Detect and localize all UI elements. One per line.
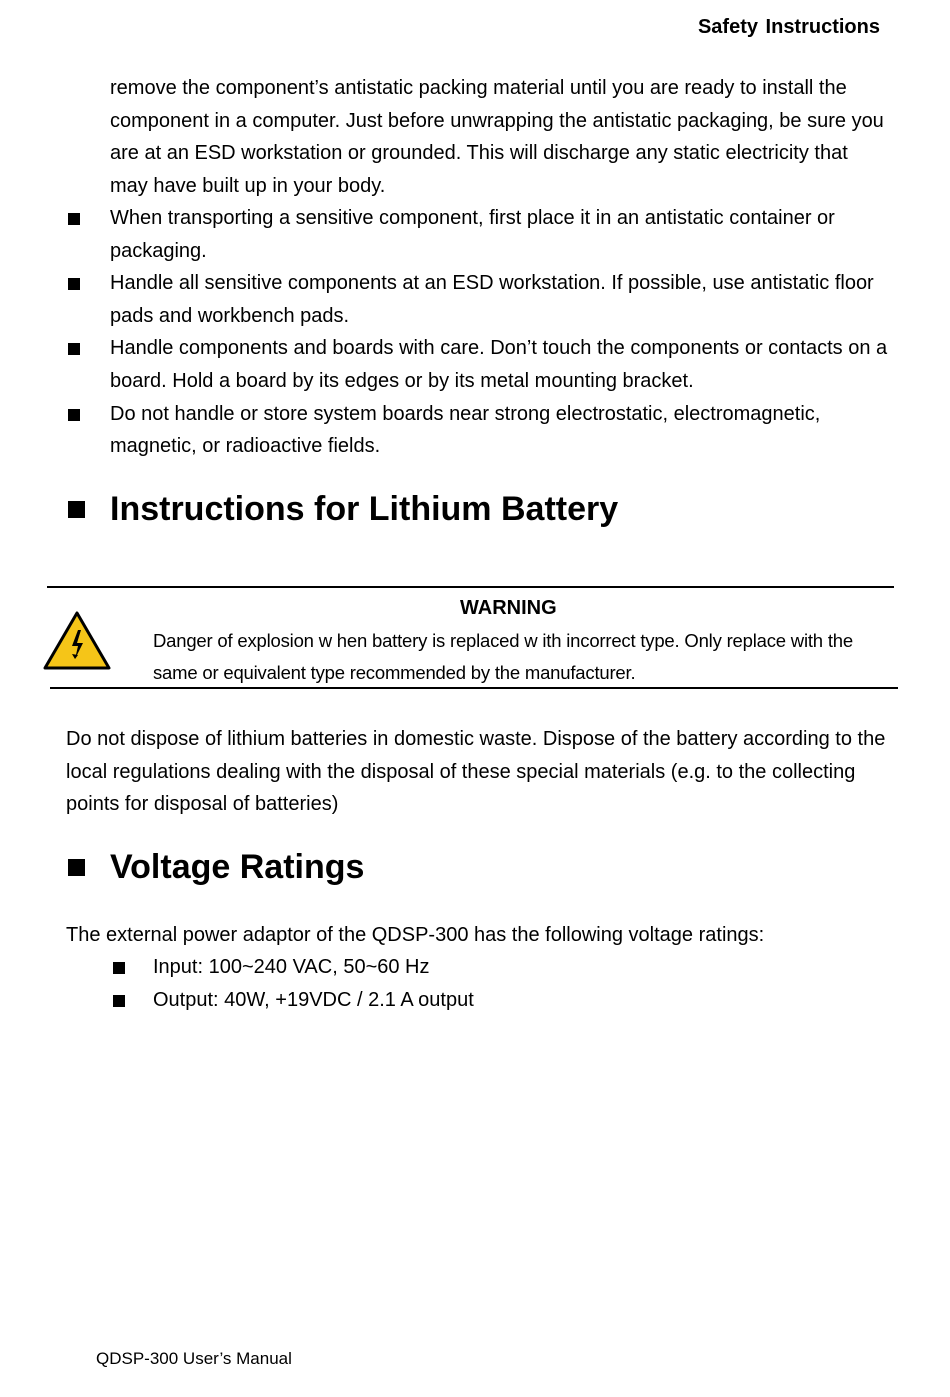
lithium-heading-text: Instructions for Lithium Battery (110, 490, 619, 528)
square-bullet-icon (68, 213, 80, 225)
list-item-text: Handle components and boards with care. Don’t touch the components or contacts on a board. Hold a board by its edges or by its metal mounting bracket. (110, 337, 888, 392)
voltage-rating-list (0, 951, 950, 1016)
list-item (0, 984, 950, 1017)
continuation-paragraph: remove the component’s antistatic packing material until you are ready to install the component in a computer. Just before unwrapping the antistatic packaging, be sure you are at an ESD workstation or grounded. This will discharge any static electricity that may have built up in your body. (110, 77, 884, 197)
square-bullet-icon (68, 501, 85, 518)
square-bullet-icon (68, 278, 80, 290)
list-item (0, 202, 890, 267)
list-item-text: Do not handle or store system boards near strong electrostatic, electromagnetic, magnetic, or radioactive fields. (110, 402, 821, 458)
square-bullet-icon (113, 995, 125, 1007)
battery-disposal-paragraph: Do not dispose of lithium batteries in domestic waste. Dispose of the battery according to the local regulations dealing with the disposal of these special materials (e.g. to the collecting points for disposal of batteries) (66, 728, 886, 816)
voltage-heading-text: Voltage Ratings (110, 848, 365, 886)
list-item (0, 267, 890, 332)
page-header-title: Safety Instructions (697, 16, 880, 38)
high-voltage-warning-icon (42, 610, 112, 672)
list-item-text: When transporting a sensitive component, first place it in an antistatic container or packaging. (110, 207, 835, 262)
warning-top-rule (47, 586, 894, 588)
rating-output-text: Output: 40W, +19VDC / 2.1 A output (153, 988, 474, 1011)
list-item (0, 332, 890, 397)
square-bullet-icon (68, 859, 85, 876)
square-bullet-icon (68, 343, 80, 355)
list-item (0, 398, 890, 463)
rating-input-text: Input: 100~240 VAC, 50~60 Hz (153, 956, 430, 978)
warning-text: Danger of explosion w hen battery is replaced w ith incorrect type. Only replace with the same or equivalent type recommended by the manufacturer. (153, 630, 853, 683)
voltage-intro-paragraph: The external power adaptor of the QDSP-300 has the following voltage ratings: (66, 924, 765, 946)
page-footer: QDSP-300 User’s Manual (96, 1349, 292, 1368)
warning-title: WARNING (460, 597, 557, 619)
esd-bullet-list (0, 202, 950, 463)
warning-bottom-rule (50, 687, 898, 689)
list-item-text: Handle all sensitive components at an ESD workstation. If possible, use antistatic floor pads and workbench pads. (110, 272, 874, 327)
square-bullet-icon (113, 962, 125, 974)
square-bullet-icon (68, 409, 80, 421)
list-item (0, 951, 950, 984)
